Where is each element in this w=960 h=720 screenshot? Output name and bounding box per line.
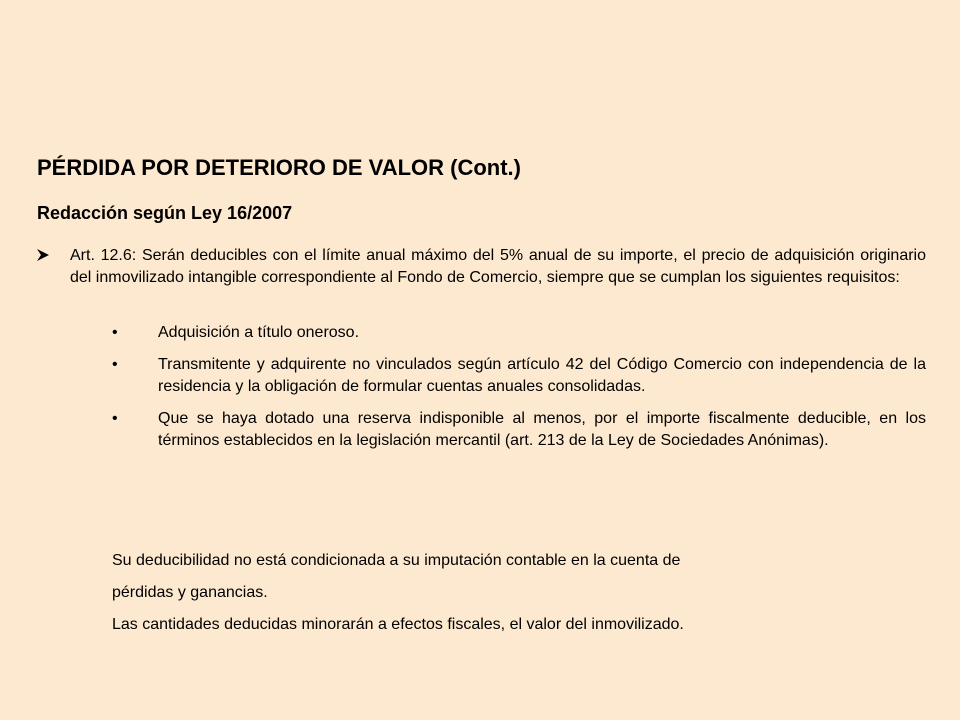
list-item-text: Adquisición a título oneroso. bbox=[158, 324, 360, 341]
list-item bbox=[112, 408, 926, 452]
list-item-text: Transmitente y adquirente no vinculados según artículo 42 del Código Comercio con independencia de la residencia y la obligación de formular cuentas anuales consolidadas. bbox=[158, 356, 926, 395]
bullet-dot: • bbox=[112, 410, 118, 427]
slide-title: PÉRDIDA POR DETERIORO DE VALOR (Cont.) bbox=[37, 155, 521, 180]
list-item bbox=[112, 322, 926, 344]
paragraph-deductibility: Su deducibilidad no está condicionada a su imputación contable en la cuenta de bbox=[112, 552, 681, 569]
arrow-bullet-icon bbox=[36, 248, 50, 262]
main-bullet bbox=[36, 245, 926, 289]
bullet-dot: • bbox=[112, 356, 118, 373]
list-item bbox=[112, 354, 926, 398]
slide-subtitle: Redacción según Ley 16/2007 bbox=[37, 203, 293, 223]
bullet-dot: • bbox=[112, 324, 118, 341]
list-item-text: Que se haya dotado una reserva indisponible al menos, por el importe fiscalmente deducible, en los términos establecidos en la legislación mercantil (art. 213 de la Ley de Sociedades Anónimas). bbox=[158, 410, 926, 449]
paragraph-deducted-amounts: Las cantidades deducidas minorarán a efectos fiscales, el valor del inmovilizado. bbox=[112, 616, 684, 633]
requirements-list bbox=[112, 322, 926, 462]
main-bullet-text: Art. 12.6: Serán deducibles con el límite anual máximo del 5% anual de su importe, el precio de adquisición originario del inmovilizado intangible correspondiente al Fondo de Comercio, siempre que se cumplan los siguientes requisitos: bbox=[70, 247, 926, 286]
paragraph-deductibility-cont: pérdidas y ganancias. bbox=[112, 584, 268, 601]
